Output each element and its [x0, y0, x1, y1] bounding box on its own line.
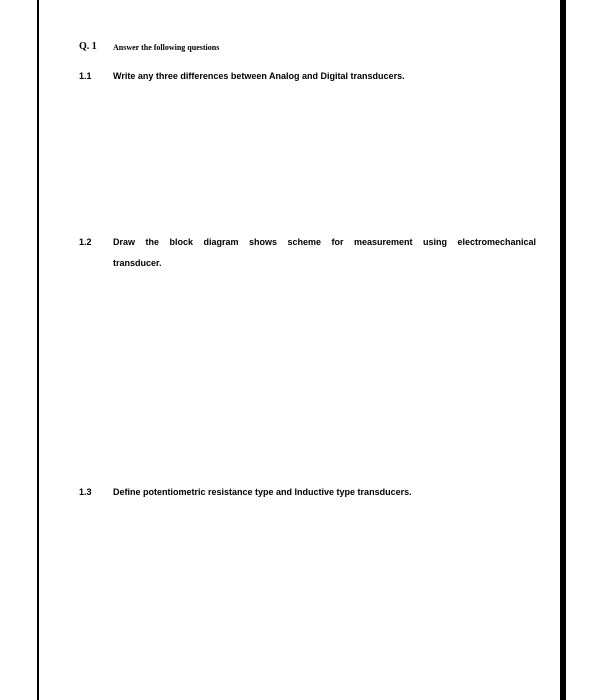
item-number-1-1: 1.1 — [79, 71, 92, 81]
item-text-1-2-line1: Draw the block diagram shows scheme for measurement using electromechanical — [113, 237, 536, 247]
item-text-1-1: Write any three differences between Analog and Digital transducers. — [113, 71, 405, 81]
question-number: Q. 1 — [79, 41, 97, 52]
item-number-1-2: 1.2 — [79, 237, 92, 247]
question-heading: Answer the following questions — [113, 43, 220, 52]
item-text-1-3: Define potentiometric resistance type and Inductive type transducers. — [113, 487, 412, 497]
page-border — [37, 0, 562, 700]
item-text-1-2-line2: transducer. — [113, 258, 162, 268]
item-number-1-3: 1.3 — [79, 487, 92, 497]
